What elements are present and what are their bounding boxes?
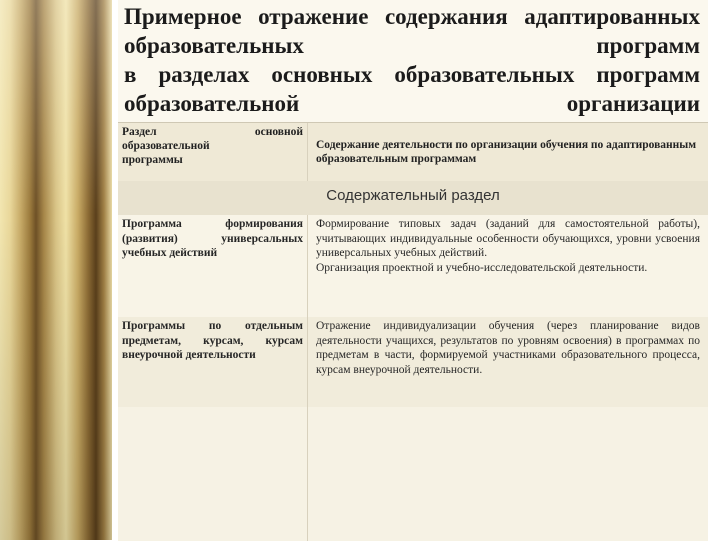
table-row — [118, 215, 708, 318]
title-line-4: образовательной организации — [124, 91, 700, 116]
title-line-1: Примерное отражение содержания адаптированных — [124, 4, 700, 29]
header-left-word-2: основной — [254, 126, 303, 138]
content-table — [118, 122, 708, 541]
row-2-right-paragraph-1: Отражение индивидуализации обучения (через планирование видов деятельности учащихся, результатов по уровням освоения) в программах по предметам в части, формируемой участниками образовательного процесса, курсам внеурочной деятельности. — [316, 320, 700, 376]
row-1-left-cell: Программа формирования (развития) универсальных учебных действий — [118, 215, 308, 317]
slide-title — [124, 2, 700, 118]
row-1-right-paragraph-2: Организация проектной и учебно-исследовательской деятельности. — [316, 261, 648, 274]
row-3-right-cell — [314, 407, 702, 541]
header-right-cell: Содержание деятельности по организации обучения по адаптированным образовательным программам — [316, 139, 697, 165]
table-header-row — [118, 123, 708, 182]
row-1-right-cell — [314, 215, 702, 317]
title-line-2: образовательных программ — [124, 33, 700, 58]
section-row — [118, 181, 708, 216]
header-left-word-1: Раздел — [122, 126, 157, 138]
row-1-right-paragraph-1: Формирование типовых задач (заданий для самостоятельной работы), учитывающих индивидуальные особенности обучающихся, уровни усвоения универсальных учебных действий. — [316, 218, 700, 259]
slide-content — [118, 0, 708, 540]
header-left-cell — [118, 123, 308, 181]
decorative-sheen — [0, 0, 112, 540]
row-3-left-cell — [118, 407, 308, 541]
table-row — [118, 317, 708, 408]
row-2-right-cell — [314, 317, 702, 407]
row-2-left-cell: Программы по отдельным предметам, курсам, курсам внеурочной деятельности — [118, 317, 308, 407]
header-left-first-line — [122, 125, 303, 139]
empty-table-row — [118, 407, 708, 541]
title-line-3: в разделах основных образовательных программ — [124, 62, 700, 87]
header-left-rest: образовательной программы — [122, 140, 210, 166]
section-title: Содержательный раздел — [326, 187, 500, 204]
